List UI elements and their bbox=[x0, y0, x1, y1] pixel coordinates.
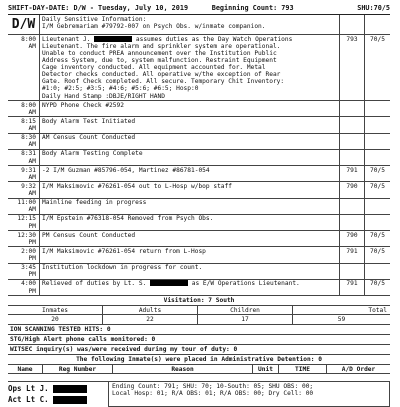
entry-shu: 70/5 bbox=[370, 182, 385, 190]
admin-detention-header bbox=[8, 365, 390, 374]
entry-count: 790 bbox=[340, 231, 365, 246]
log-entry-row bbox=[8, 247, 390, 263]
entry-count bbox=[340, 199, 365, 214]
entry-text: Body Alarm Test Initiated bbox=[40, 117, 340, 132]
log-entry-row bbox=[8, 150, 390, 166]
entry-line: Lieutenant. The fire alarm and sprinkler system are operational. bbox=[42, 42, 281, 50]
entry-time: 8:31 AM bbox=[8, 150, 40, 165]
entry-time: 12:30 PM bbox=[8, 231, 40, 246]
admin-col-reason: Reason bbox=[113, 365, 253, 373]
entry-text bbox=[40, 35, 340, 100]
log-entry-row bbox=[8, 231, 390, 247]
log-entry-row bbox=[8, 199, 390, 215]
sensitive-info-line: Daily Sensitive Information: bbox=[42, 15, 147, 23]
shift-code: D/W bbox=[8, 15, 40, 34]
entry-shu bbox=[365, 215, 390, 230]
log-entry-row bbox=[8, 101, 390, 117]
entry-text: I/M Maksimovic #76261-054 out to L-Hosp w/bop staff bbox=[40, 182, 340, 197]
entry-line: Daily Hand Stamp :DBJE/RIGHT HAND bbox=[42, 92, 165, 100]
entry-count: 791 bbox=[340, 166, 365, 181]
entry-line: Cage inventory conducted. All equipment accounted for. Metal bbox=[42, 64, 266, 71]
entry-shu bbox=[365, 150, 390, 165]
log-entry-row bbox=[8, 182, 390, 198]
ops-lt-label: Ops Lt J. bbox=[8, 384, 49, 394]
entry-shu bbox=[365, 134, 390, 149]
entry-text: Body Alarm Testing Complete bbox=[40, 150, 340, 165]
admin-col-unit: Unit bbox=[253, 365, 279, 373]
entry-count bbox=[340, 215, 365, 230]
entry-time: 11:00 AM bbox=[8, 199, 40, 214]
redaction-box bbox=[94, 36, 132, 42]
high-alert-line: STG/High Alert phone calls monitored: 0 bbox=[8, 335, 390, 345]
sensitive-info-line: I/M Gebremariam #79792-007 on Psych Obs. w/inmate companion. bbox=[42, 22, 266, 30]
entry-line bbox=[42, 36, 337, 43]
visitation-labels bbox=[8, 306, 390, 315]
visit-inmates-label: Inmates bbox=[8, 306, 103, 314]
admin-col-reg: Reg Number bbox=[43, 365, 113, 373]
entry-text: Institution lockdown in progress for count. bbox=[40, 264, 340, 279]
signature-footer bbox=[8, 382, 390, 407]
entry-text: AM Census Count Conducted bbox=[40, 134, 340, 149]
entry-shu bbox=[365, 117, 390, 132]
visit-children-label: Children bbox=[198, 306, 293, 314]
entry-text: I/M Epstein #76318-054 Removed from Psych Obs. bbox=[40, 215, 340, 230]
log-entry-row bbox=[8, 280, 390, 296]
entry-shu: 70/5 bbox=[370, 35, 385, 43]
entry-line-start: Lieutenant J. bbox=[42, 35, 95, 43]
entry-line: #1:0; #2:5; #3:5; #4:6; #5:6; #6:5; Hosp:0 bbox=[42, 85, 199, 93]
entry-text: PM Census Count Conducted bbox=[40, 231, 340, 246]
entry-shu bbox=[365, 264, 390, 279]
visitation-values bbox=[8, 315, 390, 324]
act-lt-signature bbox=[8, 396, 108, 407]
redaction-box bbox=[150, 280, 188, 286]
admin-col-time: TIME bbox=[279, 365, 327, 373]
visit-total-value: 59 bbox=[337, 315, 346, 323]
entry-shu bbox=[365, 101, 390, 116]
ending-count-line: Local Hosp: 01; R/A OBS: 01; R/A OBS: 00; Dry Cell: 00 bbox=[112, 390, 314, 398]
log-entry-row bbox=[8, 264, 390, 280]
entry-time: 8:15 AM bbox=[8, 117, 40, 132]
entry-time: 8:00 AM bbox=[8, 35, 40, 100]
entry-shu: 70/5 bbox=[370, 166, 385, 174]
log-entry-row bbox=[8, 134, 390, 150]
log-entry-row bbox=[8, 117, 390, 133]
entry-text: Mainline feeding in progress bbox=[40, 199, 340, 214]
entry-count: 791 bbox=[340, 280, 365, 295]
entry-shu bbox=[365, 199, 390, 214]
entry-shu: 70/5 bbox=[370, 280, 385, 288]
visitation-title: Visitation: 7 South bbox=[8, 296, 390, 306]
sensitive-info-text bbox=[40, 15, 340, 34]
visit-inmates-value: 20 bbox=[8, 315, 103, 323]
log-entry-row bbox=[8, 215, 390, 231]
admin-col-ad-order: A/D Order bbox=[341, 365, 376, 373]
entry-line-end: assumes duties as the Day Watch Operations bbox=[132, 35, 293, 43]
entry-count bbox=[340, 150, 365, 165]
witsec-line: WITSEC inquiry(s) was/were received during my tour of duty: 0 bbox=[8, 345, 390, 355]
entry-time: 8:00 AM bbox=[8, 101, 40, 116]
act-lt-label: Act Lt C. bbox=[8, 395, 49, 405]
sensitive-info-row bbox=[8, 15, 390, 35]
entry-count bbox=[340, 117, 365, 132]
log-entry-row bbox=[8, 35, 390, 101]
entry-text: -2 I/M Guzman #85796-054, Martinez #86781-054 bbox=[40, 166, 340, 181]
entry-count: 791 bbox=[340, 247, 365, 262]
entry-count bbox=[340, 101, 365, 116]
entry-time: 12:15 PM bbox=[8, 215, 40, 230]
entry-time: 3:45 PM bbox=[8, 264, 40, 279]
entry-text: I/M Maksimovic #76261-054 return from L-Hosp bbox=[40, 247, 340, 262]
admin-detention-empty-row bbox=[8, 374, 390, 382]
visit-total-label: Total bbox=[368, 306, 387, 314]
entry-text bbox=[40, 280, 340, 295]
entry-shu: 70/5 bbox=[370, 247, 385, 255]
entry-time: 8:30 AM bbox=[8, 134, 40, 149]
signature-block bbox=[8, 382, 108, 407]
entry-text-end: as E/W Operations Lieutenant. bbox=[188, 280, 300, 288]
shift-header bbox=[8, 4, 390, 15]
entry-line: Detector checks conducted. All operative w/the exception of Rear bbox=[42, 71, 281, 79]
entry-count bbox=[340, 134, 365, 149]
ending-count-box bbox=[108, 382, 390, 407]
entry-line: Unable to conduct PREA announcement over the Institution Public bbox=[42, 49, 277, 57]
entry-time: 2:00 PM bbox=[8, 247, 40, 262]
entry-text-start: Relieved of duties by Lt. S. bbox=[42, 280, 151, 288]
ending-count-line: Ending Count: 791; SHU: 70; 10-South: 05; SHU OBS: 00; bbox=[112, 383, 314, 391]
redaction-box bbox=[53, 396, 87, 404]
count-cell bbox=[340, 15, 365, 34]
entry-shu: 70/5 bbox=[370, 231, 385, 239]
entry-line: Gate. Roof Check completed. All secure. Temporary Chit Inventory: bbox=[42, 78, 285, 86]
visit-children-value: 17 bbox=[198, 315, 293, 323]
entry-line: Address System, due to, system malfunction. Restraint Equipment bbox=[42, 56, 277, 64]
log-entry-row bbox=[8, 166, 390, 182]
entry-count bbox=[340, 264, 365, 279]
visit-adults-label: Adults bbox=[103, 306, 198, 314]
beginning-count: Beginning Count: 793 bbox=[211, 4, 294, 13]
entry-time: 9:32 AM bbox=[8, 182, 40, 197]
visit-adults-value: 22 bbox=[103, 315, 198, 323]
redaction-box bbox=[53, 385, 87, 393]
daily-log-sheet bbox=[8, 4, 390, 407]
shu-count: SHU:70/5 bbox=[357, 4, 390, 13]
shift-day-date: SHIFT-DAY-DATE: D/W - Tuesday, July 10, 2019 bbox=[8, 4, 189, 13]
entry-time: 4:00 PM bbox=[8, 280, 40, 295]
shu-cell bbox=[365, 15, 390, 34]
ion-scanning-line: ION SCANNING TESTED HITS: 0 bbox=[8, 325, 390, 335]
entry-count: 790 bbox=[340, 182, 365, 197]
entry-count: 793 bbox=[340, 35, 365, 100]
admin-detention-title: The following Inmate(s) were placed in Administrative Detention: 0 bbox=[8, 355, 390, 365]
entry-time: 9:31 AM bbox=[8, 166, 40, 181]
entry-text: NYPD Phone Check #2592 bbox=[40, 101, 340, 116]
admin-col-name: Name bbox=[8, 365, 43, 373]
